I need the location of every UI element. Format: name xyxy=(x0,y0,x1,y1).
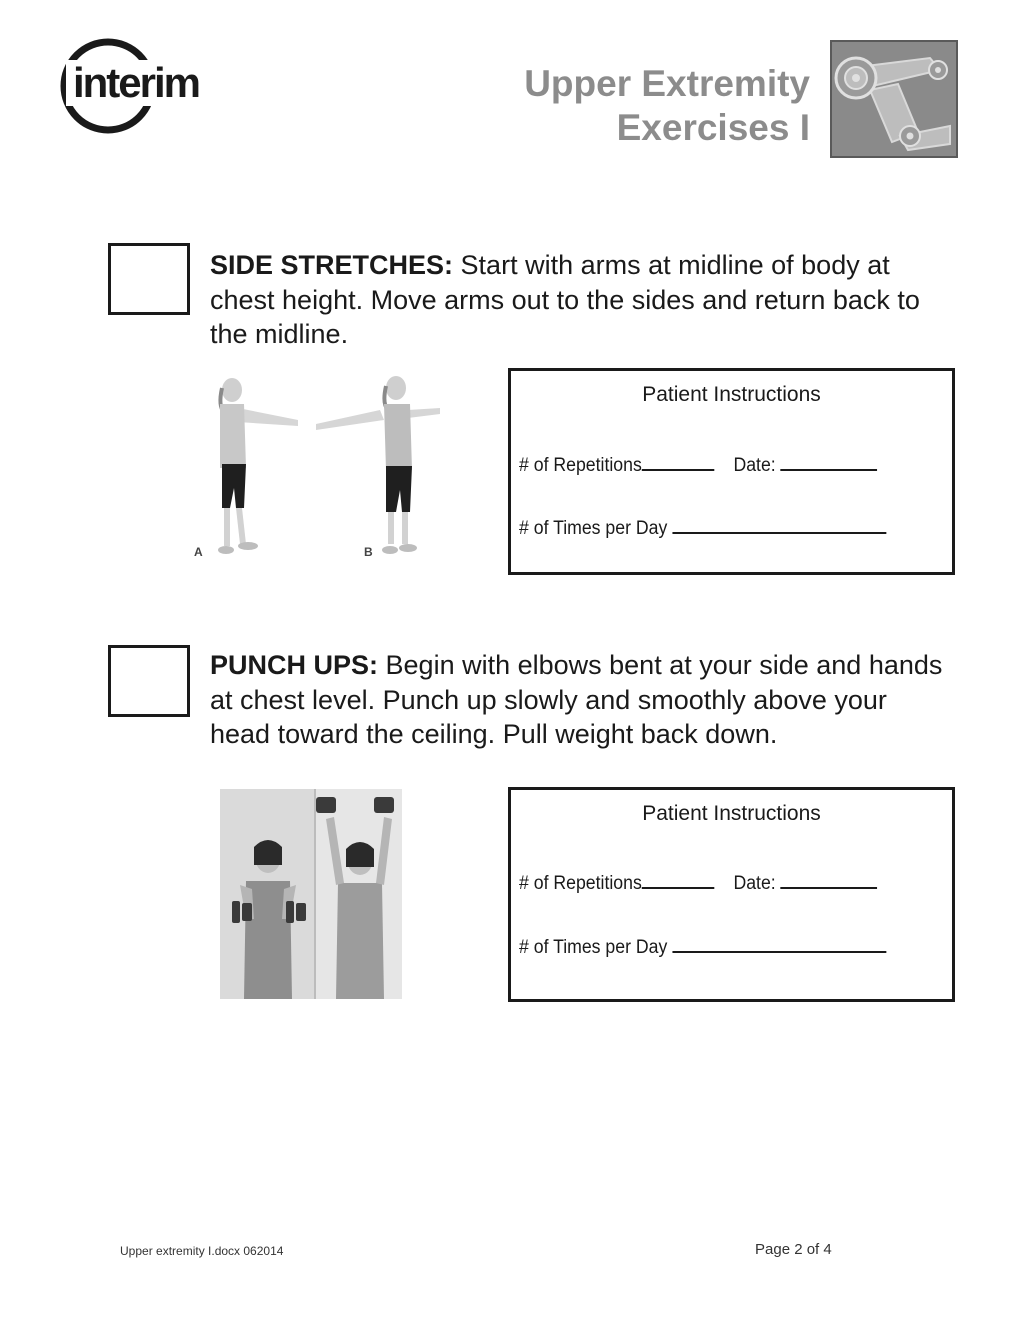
exercise-heading: SIDE STRETCHES: xyxy=(210,250,454,280)
times-per-day-field[interactable] xyxy=(672,514,886,534)
title-line-2: Exercises I xyxy=(616,107,810,148)
date-label: Date: xyxy=(733,873,776,894)
punch-ups-photo xyxy=(220,789,402,999)
instructions-title: Patient Instructions xyxy=(642,383,821,406)
side-stretches-photo xyxy=(180,368,450,564)
side-stretches-checkbox[interactable] xyxy=(108,243,190,315)
times-per-day-field[interactable] xyxy=(672,933,886,953)
date-label: Date: xyxy=(733,455,776,476)
title-line-1: Upper Extremity xyxy=(524,63,810,104)
patient-instructions-box xyxy=(508,787,955,1002)
repetitions-label: # of Repetitions xyxy=(519,873,642,894)
page-number: Page 2 of 4 xyxy=(755,1241,832,1258)
page-title xyxy=(524,62,810,150)
times-per-day-row xyxy=(519,933,886,959)
photo-label-a: A xyxy=(194,545,203,559)
punch-ups-checkbox[interactable] xyxy=(108,645,190,717)
date-field[interactable] xyxy=(781,869,878,889)
repetitions-field[interactable] xyxy=(642,451,715,471)
instructions-title: Patient Instructions xyxy=(642,802,821,825)
times-per-day-row xyxy=(519,514,886,540)
footer-filename: Upper extremity I.docx 062014 xyxy=(120,1244,284,1258)
side-stretches-description xyxy=(210,248,950,352)
date-field[interactable] xyxy=(781,451,878,471)
exercise-text: Start with arms at midline of body at chest height. Move arms out to the sides and return back to the midline. xyxy=(210,250,920,349)
interim-logo xyxy=(60,34,210,138)
logo-text: interim xyxy=(66,60,206,106)
exercise-heading: PUNCH UPS: xyxy=(210,650,379,680)
punch-ups-description xyxy=(210,648,950,752)
times-per-day-label: # of Times per Day xyxy=(519,518,668,539)
times-per-day-label: # of Times per Day xyxy=(519,937,668,958)
exercise-text: Begin with elbows bent at your side and hands at chest level. Punch up slowly and smoothly above your head toward the ceiling. Pull weight back down. xyxy=(210,650,943,749)
pulley-machine-icon xyxy=(830,40,958,158)
repetitions-row xyxy=(519,869,877,895)
patient-instructions-box xyxy=(508,368,955,575)
repetitions-field[interactable] xyxy=(642,869,715,889)
photo-label-b: B xyxy=(364,545,373,559)
repetitions-label: # of Repetitions xyxy=(519,455,642,476)
repetitions-row xyxy=(519,451,877,477)
